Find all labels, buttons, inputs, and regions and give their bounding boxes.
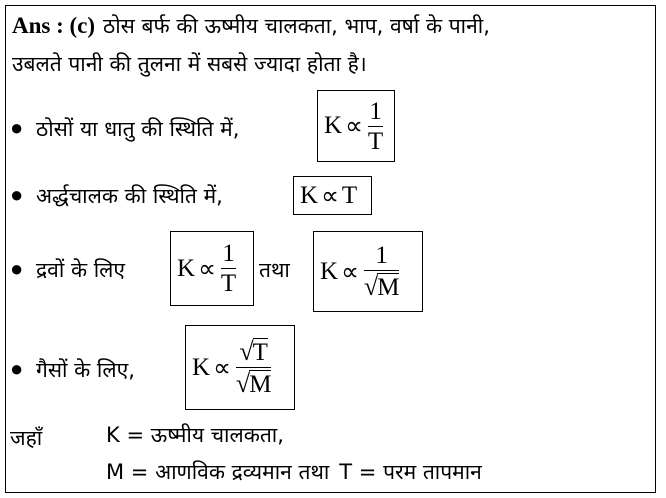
proportional-symbol: ∝	[198, 255, 216, 283]
k-symbol: K	[324, 112, 343, 139]
liquids-formula-1	[170, 231, 254, 306]
fraction-bar	[364, 270, 400, 271]
definition-t-text: T = परम तापमान	[339, 460, 482, 484]
k-symbol: K	[192, 353, 211, 381]
intro-line-1	[12, 12, 490, 40]
definition-k	[106, 421, 284, 449]
sqrt-numerator	[239, 338, 268, 365]
numerator: 1	[222, 240, 235, 267]
k-symbol: K	[300, 181, 319, 209]
where-label: जहाँ	[10, 426, 43, 450]
radicand: M	[377, 274, 400, 301]
fraction-bar	[221, 268, 236, 269]
fraction-bar	[236, 367, 272, 368]
bullet-semiconductor: ●	[10, 182, 24, 207]
bullet-gases: ●	[10, 356, 24, 381]
sqrt-denominator	[236, 370, 272, 397]
k-symbol: K	[177, 254, 196, 282]
bullet-solids: ●	[10, 115, 24, 140]
radicand: T	[252, 339, 268, 366]
definition-m-t	[106, 458, 482, 486]
radical-sign: √	[363, 272, 379, 301]
proportional-symbol: ∝	[213, 354, 231, 382]
proportional-symbol: ∝	[345, 113, 363, 140]
fraction	[236, 338, 272, 397]
fraction	[221, 241, 236, 296]
t-symbol: T	[341, 181, 358, 209]
solids-text: ठोसों या धातु की स्थिति में,	[36, 117, 240, 141]
semiconductor-formula	[293, 176, 372, 215]
numerator: 1	[375, 242, 388, 269]
denominator: T	[220, 270, 237, 297]
gases-formula	[185, 325, 295, 410]
semiconductor-text: अर्द्धचालक की स्थिति में,	[36, 184, 223, 208]
intro-line-2: उबलते पानी की तुलना में सबसे ज्यादा होता है।	[12, 52, 367, 76]
definition-m-text: M = आणविक द्रव्यमान तथा	[106, 460, 330, 484]
ans-label: Ans : (c)	[12, 13, 96, 38]
denominator: T	[367, 127, 384, 155]
connector-text: तथा	[259, 258, 290, 282]
solids-formula	[317, 90, 395, 162]
radicand: M	[249, 371, 272, 398]
fraction	[368, 99, 383, 154]
liquids-text: द्रवों के लिए	[36, 258, 126, 282]
k-symbol: K	[320, 257, 339, 285]
gases-text: गैसों के लिए,	[36, 358, 135, 382]
intro-text-1: ठोस बर्फ की ऊष्मीय चालकता, भाप, वर्षा के पानी,	[103, 14, 490, 38]
fraction-bar	[368, 126, 383, 127]
fraction	[364, 243, 400, 300]
sqrt-denominator	[364, 273, 400, 300]
definition-k-text: K = ऊष्मीय चालकता,	[106, 423, 284, 447]
numerator: 1	[369, 97, 382, 125]
proportional-symbol: ∝	[321, 182, 339, 210]
liquids-formula-2	[313, 231, 423, 312]
bullet-liquids: ●	[10, 256, 24, 281]
radical-sign: √	[239, 337, 254, 366]
radical-sign: √	[235, 369, 251, 398]
proportional-symbol: ∝	[341, 258, 359, 286]
